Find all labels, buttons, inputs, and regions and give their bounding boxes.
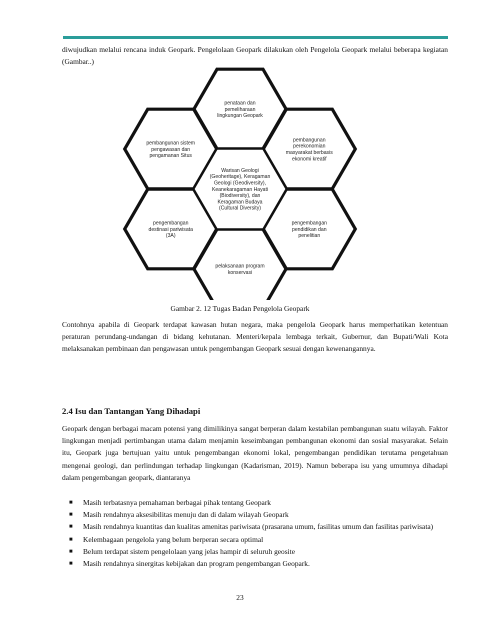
diagram-center-node-label: (Biodiversity), dan (219, 193, 261, 200)
diagram-node-5-label: destinasi pariwisata (148, 226, 193, 233)
body-paragraph-3: Geopark dengan berbagai macam potensi yang dimilikinya sangat berperan dalam kestabilan pembangunan suatu wilayah. Faktor lingkungan menjadi pertimbangan utama dalam menjamin keseimbangan pembangunan ekonomi dan sosial masyarakat. Selain itu, Geopark juga bertujuan yaitu untuk pengembangan ekonomi lokal, pengembangan pendidikan terutama pengetahuan mengenai geologi, dan perlindungan terhadap lingkungan (Kadarisman, 2019). Namun beberapa isu yang umumnya dihadapi dalam pengembangan geopark, diantaranya (62, 424, 448, 482)
diagram-node-5-label: (3A) (165, 233, 176, 240)
diagram-node-6-label: pengamanan Situs (149, 153, 192, 160)
bullet-square-icon: ■ (69, 536, 73, 543)
list-item: ■ Masih rendahnya aksesibilitas menuju dan di dalam wilayah Geopark (62, 509, 448, 521)
diagram-node-6-label: pengawasan dan (151, 146, 191, 153)
bullet-square-icon: ■ (69, 500, 73, 506)
list-item: ■ Masih rendahnya kuantitas dan kualitas amenitas pariwisata (prasarana umum, fasilitas umum dan fasilitas pariwisata) (62, 521, 448, 533)
body-paragraph-2: Contohnya apabila di Geopark terdapat kawasan hutan negara, maka pengelola Geopark harus memperhatikan ketentuan peraturan perundang-undangan di bidang kehutanan. Menteri/kepala lembaga terkait, Gubernur, dan Bupati/Wali Kota melaksanakan pembinaan dan pengawasan untuk pengembangan Geopark sesuai dengan kewenangannya. (62, 320, 448, 354)
diagram-node-3-label: pengembangan (291, 220, 327, 227)
list-item: ■ Kelembagaan pengelola yang belum berperan secara optimal (62, 534, 448, 546)
diagram-node-3-label: penelitian (298, 233, 321, 240)
bullet-square-icon: ■ (69, 561, 73, 568)
intro-paragraph: diwujudkan melalui rencana induk Geopark. Pengelolaan Geopark dilakukan oleh Pengelola Geopark melalui beberapa kegiatan (Gambar..) (62, 45, 448, 67)
diagram-node-2-label: ekonomi kreatif (292, 156, 327, 163)
diagram-node-5-label: pengembangan (153, 220, 189, 227)
diagram-center-node-label: (Cultural Diversity) (219, 205, 261, 212)
figure-caption: Gambar 2. 12 Tugas Badan Pengelola Geopark (170, 304, 310, 313)
bullet-square-icon: ■ (69, 524, 73, 531)
bullet-square-icon: ■ (69, 548, 73, 555)
diagram-node-2-label: masyarakat berbasis (285, 150, 333, 156)
diagram-node-4-label: konservasi (227, 270, 253, 276)
page-number: 23 (236, 593, 244, 602)
diagram-center-node-label: Keanekaragaman Hayati (211, 186, 269, 193)
diagram-center-node-label: (Geoheritage), Keragaman (209, 174, 271, 181)
bullet-square-icon: ■ (69, 512, 73, 519)
diagram-node-3-label: pendidikan dan (292, 226, 327, 233)
diagram-node-1-label: penataan dan (224, 100, 256, 107)
list-item: ■ Masih terbatasnya pemahaman berbagai pihak tentang Geopark (62, 497, 448, 509)
diagram-node-6-label: pembangunan sistem (146, 140, 196, 147)
diagram-node-2-label: perekonomian (293, 143, 326, 150)
issues-list (62, 497, 448, 570)
geopark-tasks-diagram (0, 0, 480, 300)
diagram-center-node-label: Geologi (Geodiversity), (213, 180, 267, 187)
diagram-node-1-label: lingkungan Geopark (217, 113, 263, 120)
section-heading: 2.4 Isu dan Tantangan Yang Dihadapi (62, 406, 201, 416)
diagram-node-2-label: pembangunan (292, 137, 326, 144)
list-item: ■ Belum terdapat sistem pengelolaan yang jelas hampir di seluruh geosite (62, 546, 448, 558)
diagram-center-node-label: Warisan Geologi (221, 167, 259, 174)
diagram-center-node-label: Keragaman Budaya (217, 199, 263, 206)
list-item: ■ Masih rendahnya sinergitas kebijakan dan program pengembangan Geopark. (62, 558, 448, 570)
diagram-node-1-label: pemeliharaan (224, 106, 256, 113)
diagram-node-4-label: pelaksanaan program (215, 263, 265, 270)
